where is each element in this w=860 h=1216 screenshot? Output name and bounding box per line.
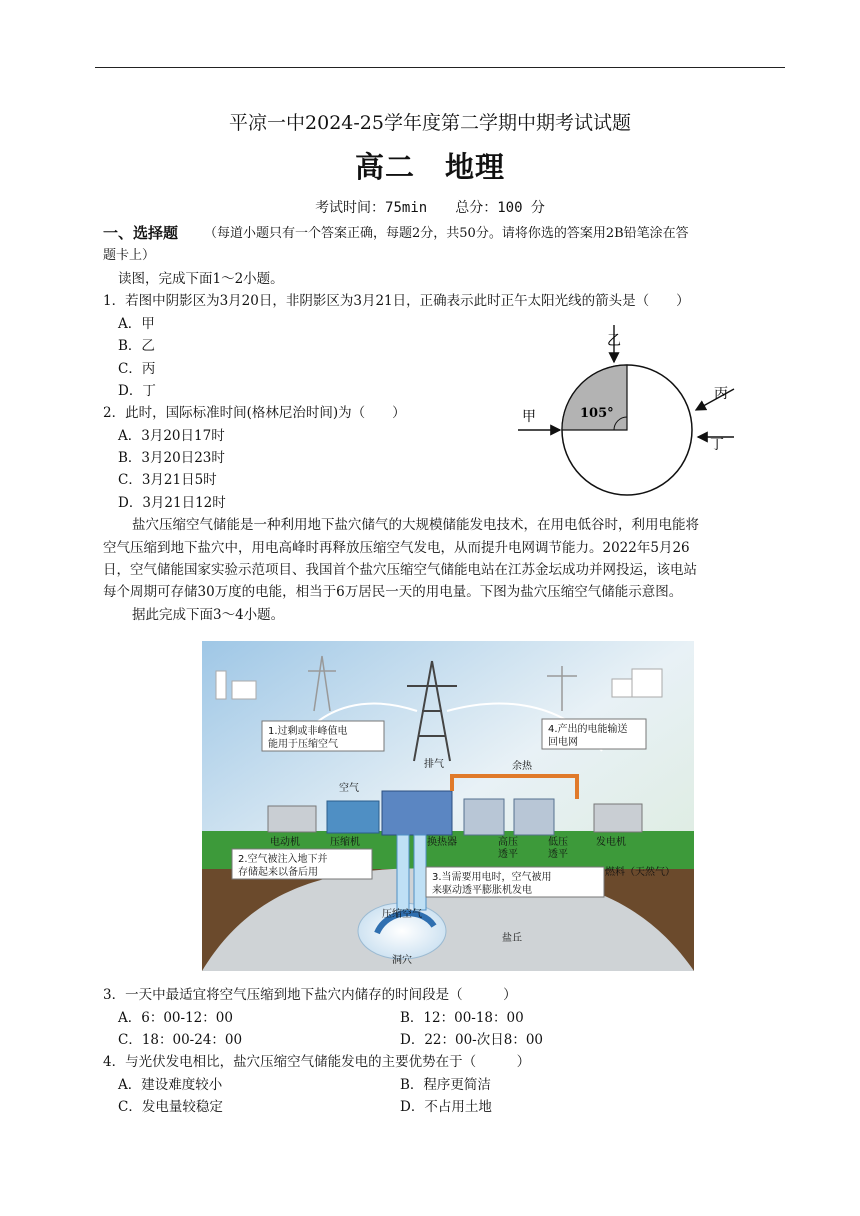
q2-option-c: C．3月21日5时 [118, 472, 217, 488]
q3-option-c: C．18：00-24：00 [118, 1032, 243, 1048]
passage-line1: 盐穴压缩空气储能是一种利用地下盐穴储气的大规模储能发电技术，在用电低谷时，利用电能将 [132, 517, 699, 533]
label-ding: 丁 [710, 437, 724, 453]
svg-text:透平: 透平 [498, 849, 518, 860]
compressed-air-label: 压缩空气 [382, 909, 422, 920]
q2-stem: 2．此时，国际标准时间(格林尼治时间)为（ ） [103, 405, 406, 421]
q3-option-d: D．22：00-次日8：00 [400, 1032, 544, 1048]
exhaust-label: 排气 [424, 759, 444, 770]
svg-text:来驱动透平膨胀机发电: 来驱动透平膨胀机发电 [432, 885, 532, 896]
q1-stem: 1．若图中阴影区为3月20日，非阴影区为3月21日，正确表示此时正午太阳光线的箭头是（ ） [103, 293, 690, 309]
q3-stem: 3．一天中最适宜将空气压缩到地下盐穴内储存的时间段是（ ） [103, 987, 517, 1003]
label-bing: 丙 [714, 386, 728, 402]
cavern-label: 洞穴 [392, 955, 412, 966]
motor-label: 电动机 [270, 837, 300, 848]
svg-text:能用于压缩空气: 能用于压缩空气 [268, 739, 338, 750]
section-title: 一、选择题 [103, 224, 179, 242]
q4-option-b: B．程序更简洁 [400, 1077, 491, 1093]
well-pipe [397, 835, 409, 910]
svg-text:4.产出的电能输送: 4.产出的电能输送 [548, 724, 628, 735]
compressor [327, 801, 379, 833]
exam-info: 考试时间：75min 总分：100 分 [315, 200, 545, 216]
svg-text:2.空气被注入地下并: 2.空气被注入地下并 [238, 854, 328, 865]
section-instructions-line2: 题卡上） [103, 248, 156, 263]
svg-text:1.过剩或非峰值电: 1.过剩或非峰值电 [268, 726, 348, 737]
label-yi: 乙 [607, 333, 621, 349]
fuel-label: 燃料（天然气） [605, 867, 675, 878]
compressor-label: 压缩机 [330, 837, 360, 848]
q4-option-a: A．建设难度较小 [118, 1077, 223, 1093]
passage-line4: 每个周期可存储30万度的电能，相当于6万居民一天的用电量。下图为盐穴压缩空气储能示意图。 [103, 584, 683, 600]
q2-option-d: D．3月21日12时 [118, 495, 226, 511]
intro-q1-2: 读图，完成下面1～2小题。 [118, 271, 284, 287]
subject-title: 高二 地理 [354, 150, 505, 184]
heat-exchanger-label: 换热器 [427, 837, 457, 848]
q2-option-a: A．3月20日17时 [118, 428, 225, 444]
svg-text:透平: 透平 [548, 849, 568, 860]
generator-label: 发电机 [596, 837, 626, 848]
passage-line3: 日，空气储能国家实验示范项目、我国首个盐穴压缩空气储能电站在江苏金坛成功并网投运，该电站 [103, 562, 697, 578]
svg-text:存储起来以备后用: 存储起来以备后用 [238, 867, 318, 878]
salt-dome-label: 盐丘 [502, 933, 522, 944]
generator [594, 804, 642, 832]
school-title: 平凉一中2024-25学年度第二学期中期考试试题 [229, 112, 631, 134]
svg-text:回电网: 回电网 [548, 737, 578, 748]
hp-turbine-label: 高压 [498, 837, 518, 848]
factory-chimney [216, 671, 226, 699]
motor [268, 806, 316, 832]
lp-turbine-label: 低压 [548, 837, 568, 848]
q1-option-c: C．丙 [118, 361, 156, 377]
svg-text:3.当需要用电时，空气被用: 3.当需要用电时，空气被用 [432, 872, 552, 883]
q1-option-d: D．丁 [118, 383, 156, 399]
q1-option-a: A．甲 [118, 316, 155, 332]
q2-option-b: B．3月20日23时 [118, 450, 225, 466]
angle-label: 105° [580, 406, 614, 421]
hp-turbine [464, 799, 504, 835]
passage-prompt: 据此完成下面3～4小题。 [132, 607, 285, 623]
passage-line2: 空气压缩到地下盐穴中，用电高峰时再释放压缩空气发电，从而提升电网调节能力。2022年5月26 [103, 540, 690, 556]
heat-exchanger [382, 791, 452, 835]
q4-option-d: D．不占用土地 [400, 1099, 492, 1115]
q4-stem: 4．与光伏发电相比，盐穴压缩空气储能发电的主要优势在于（ ） [103, 1054, 531, 1070]
lp-turbine [514, 799, 554, 835]
caes-diagram [202, 641, 694, 971]
q3-option-a: A．6：00-12：00 [118, 1010, 233, 1026]
globe-figure [510, 325, 740, 515]
section-instructions-line1: （每道小题只有一个答案正确，每题2分，共50分。请将你选的答案用2B铅笔涂在答 [204, 226, 689, 241]
q3-option-b: B．12：00-18：00 [400, 1010, 524, 1026]
air-label: 空气 [339, 783, 359, 794]
q1-option-b: B．乙 [118, 338, 155, 354]
q4-option-c: C．发电量较稳定 [118, 1099, 223, 1115]
waste-heat-label: 余热 [512, 761, 532, 772]
label-jia: 甲 [522, 409, 536, 425]
houses [632, 669, 662, 697]
header-rule [95, 67, 785, 68]
